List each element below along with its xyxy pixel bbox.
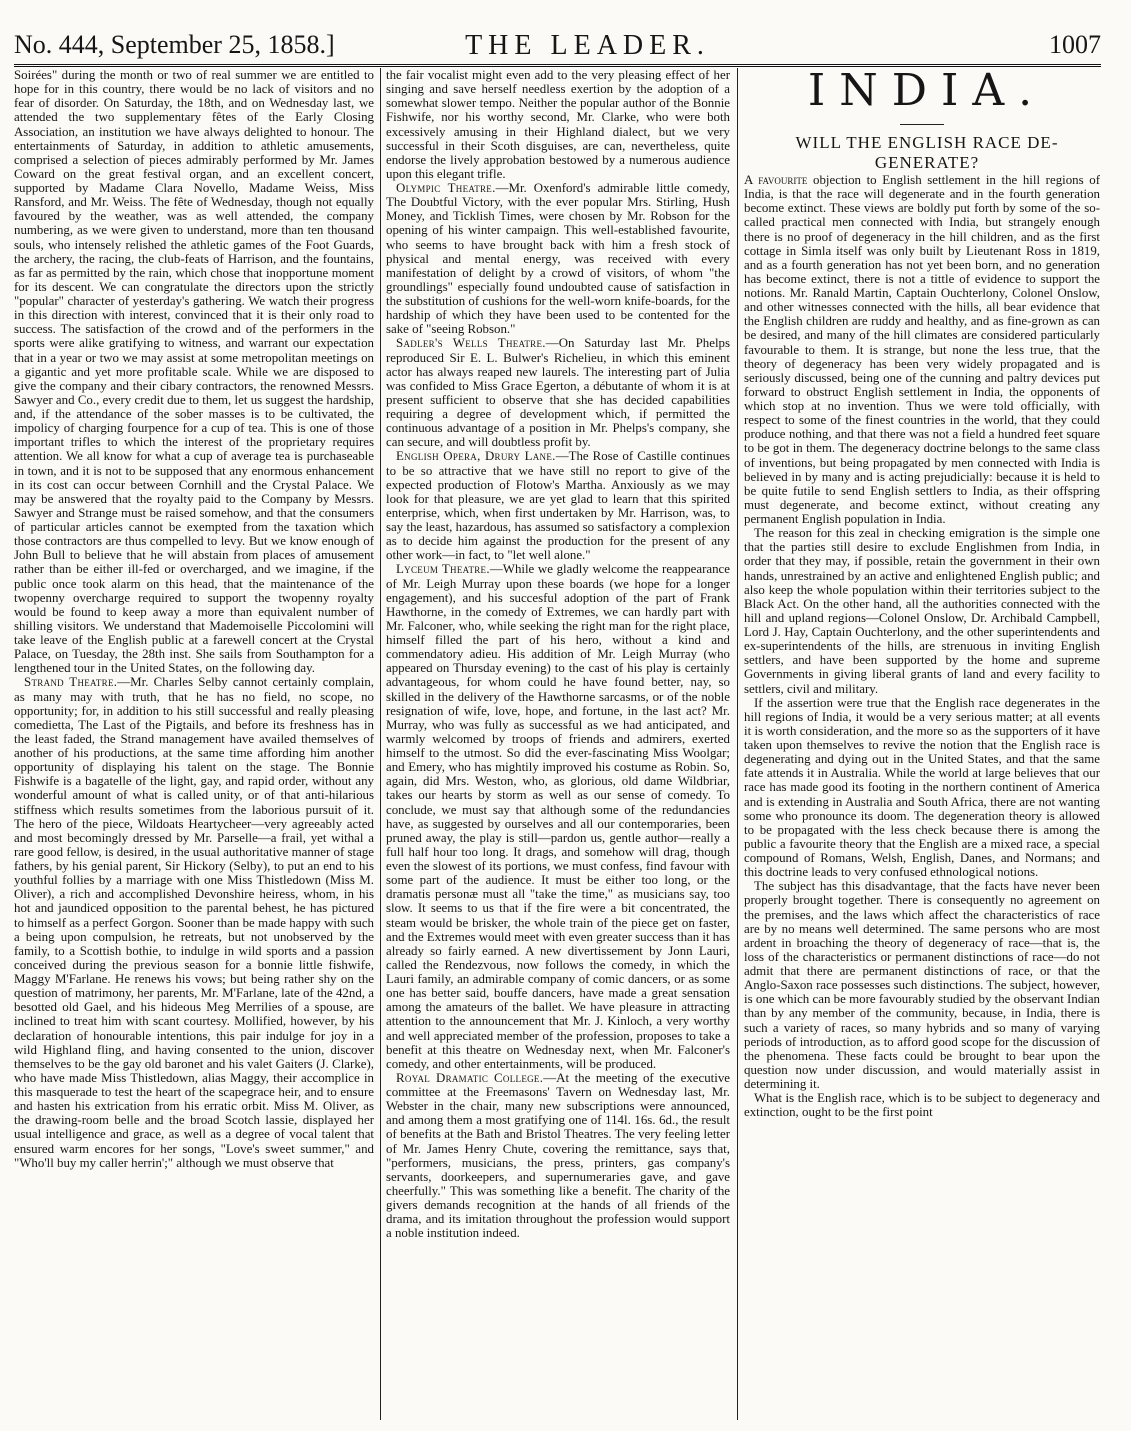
article-strand-theatre <box>14 675 374 1169</box>
strand-theatre-text: —Mr. Charles Selby cannot certainly complain, as many may with truth, that he has no field, no scope, no opportunity; for, in addition to his still successful and really pleasing comedietta, The Last of the Pigtails, and before its freshness has in the least faded, the Strand management have availed themselves of another of his productions, at the same time affording him another opportunity of displaying his talent on the stage. The Bonnie Fishwife is a bagatelle of the light, gay, and rapid order, without any wonderful amount of what is called unity, or of that anti-hilarious stiffness which results sometimes from the laborious pursuit of it. The hero of the piece, Wildoats Heartycheer—very agreeably acted and most becomingly dressed by Mr. Parselle—a frail, yet withal a rare good fellow, is desired, in the usual authoritative manner of stage fathers, by his genial parent, Sir Hickory (Selby), to put an end to his youthful follies by a marriage with one Miss Thistledown (Miss M. Oliver), a rich and accomplished Devonshire heiress, whom, in his hot and jaundiced opposition to the parental behest, he has pictured to himself as a perfect Gorgon. Sooner than be made happy with such a being upon compulsion, he retreats, but not unobserved by the family, to a Scottish bothie, to indulge in wild sports and a passion conceived during the previous season for a bonnie little fishwife, Maggy M'Farlane. He renews his vows; but being rather shy on the question of matrimony, her parents, Mr. M'Farlane, late of the 42nd, a besotted old Gael, and his hideous Meg Merrilies of a spouse, are inclined to treat him with scant courtesy. Mollified, however, by his declaration of honourable intentions, this pair indulge for joy in a wild Highland fling, and having consented to the union, discover themselves to be the gay old baronet and his valet Gaiters (J. Clarke), who have made Miss Thistledown, alias Maggy, their accomplice in this masquerade to test the heart of the scapegrace heir, and to ensure and hasten his extrication from his erratic orbit. Miss M. Oliver, as the drawing-room belle and the broad Scotch lassie, displayed her usual intelligence and grace, as well as a degree of vocal talent that ensured warm encores for her songs, "Love's sweet summer," and "Who'll buy my caller herrin';" although we must observe that <box>14 675 374 1170</box>
olympic-theatre-heading: Olympic Theatre. <box>396 181 496 195</box>
paragraph-fishwife-continued: the fair vocalist might even add to the very pleasing effect of her singing and save herself needless exertion by the adoption of a somewhat slower tempo. Neither the popular author of the Bonnie Fishwife, nor his worthy second, Mr. Clarke, who were both excessively amusing in their Highland dialect, but we very successful in their Scoth disguises, are can, nevertheless, quite endorse the lively approbation bestowed by a numerous audience upon this elegant trifle. <box>386 68 730 181</box>
lyceum-theatre-text: —While we gladly welcome the reappearance of Mr. Leigh Murray upon these boards (we hope for a longer engagement), and his succesful adoption of the part of Frank Hawthorne, in the comedy of Extremes, we can hardly part with Mr. Falconer, who, while seeking the right man for the right place, himself filled the part of his hero, without a kind and commendatory adieu. His addition of Mr. Leigh Murray (who appeared on Thursday evening) to the cast of his play is certainly advantageous, for whom could he have found better, nay, so skilled in the delivery of the Hawthorne sarcasms, or of the noble resignation of wife, love, hope, and fortune, in the last act? Mr. Murray, who was fully as successful as we had anticipated, and warmly welcomed by troops of friends and admirers, exerted himself to the utmost. So did the ever-fascinating Miss Woolgar; and Emery, who has mightily improved his costume as Robin. So, again, did Mrs. Weston, who, as glorious, old dame Wildbriar, takes our hearts by storm as well as our sense of comedy. To conclude, we must say that although some of the redundancies have, as suggested by ourselves and all our contemporaries, been pruned away, the play is still—pardon us, gentle author—really a full half hour too long. It drags, and somehow will drag, though even the slowest of its portions, we must confess, find favour with some part of the audience. It must be either too long, or the dramatis personæ must all "take the time," as musicians say, too slow. It seems to us that if the fire were a bit concentrated, the steam would be brisker, the whole train of the piece get on faster, and the Extremes would meet with even greater success than it has already so fairly earned. A new divertissement by Jonn Lauri, called the Rendezvous, now follows the comedy, in which the Lauri family, an admirable company of comic dancers, or as some one has better said, bouffe dancers, have made a great sensation among the amateurs of the ballet. We have pleasure in attracting attention to the announcement that Mr. J. Kinloch, a very worthy and well appreciated member of the profession, proposes to take a benefit at this theatre on Wednesday next, when Mr. Falconer's comedy, and other entertainments, will be produced. <box>386 562 730 1071</box>
column-2 <box>386 68 730 1420</box>
strand-theatre-heading: Strand Theatre. <box>24 675 118 690</box>
india-paragraph-2: The reason for this zeal in checking emigration is the simple one that the parties still desire to exclude Englishmen from India, in order that they may, if possible, retain the government in their own hands, unrestrained by an active and enlightened English public; and also keep the whole population within their territories subject to the Black Act. On the other hand, all the authorities connected with the hill and upland regions—Colonel Onslow, Dr. Archibald Campbell, Lord J. Hay, Captain Ouchterlony, and the other superintendents and ex-superintendents of the hills, are strenuous in inviting English settlers, and have been supported by the home and supreme Governments in giving liberal grants of land and every facility to settlers, civil and military. <box>744 526 1100 696</box>
english-opera-text: —The Rose of Castille continues to be so attractive that we have still no report to give of the expected production of Flotow's Martha. Anxiously as we may look for that pleasure, we are yet glad to learn that this spirited enterprise, which, when first undertaken by Mr. Harrison, was, to say the least, hazardous, has assumed so satisfactory a complexion as to decide him against the production for the present of any other work—in fact, to "let well alone." <box>386 449 730 563</box>
article-title-line-1: WILL THE ENGLISH RACE DE- <box>795 133 1059 152</box>
lyceum-theatre-heading: Lyceum Theatre. <box>396 562 490 577</box>
column-1 <box>14 68 374 1420</box>
column-divider <box>380 68 381 1420</box>
article-sadlers-wells <box>386 336 730 449</box>
olympic-theatre-text: —Mr. Oxenford's admirable little comedy, The Doubtful Victory, with the ever popular Mrs. Stirling, Hush Money, and Ticklish Times, were chosen by Mr. Robson for the opening of his winter campaign. This well-established favourite, who seems to have brought back with him a fresh stock of physical and mental energy, was received with every manifestation of delight by a crowd of visitors, of whom "the groundlings" especially found undoubted cause of satisfaction in the substitution of cushions for the well-worn knife-boards, for the hardship of which they have been used to be contented for the sake of "seeing Robson." <box>386 181 730 337</box>
india-paragraph-1 <box>744 173 1100 526</box>
column-divider <box>737 68 738 1420</box>
sadlers-wells-heading: Sadler's Wells Theatre. <box>396 336 546 351</box>
paragraph-early-closing: Soirées" during the month or two of real summer we are entitled to hope for in this country, there would be no lack of visitors and no fear of disorder. On Saturday, the 18th, and on Wednesday last, we attended the two supplementary fêtes of the Early Closing Association, an institution we have always delighted to honour. The entertainments of Saturday, in addition to athletic amusements, comprised a selection of pieces admirably performed by Mr. James Coward on the great festival organ, and an excellent concert, supported by Madame Clara Novello, Madame Weiss, Miss Ransford, and Mr. Weiss. The fête of Wednesday, though not equally favoured by the weather, was as well attended, the company numbering, as we were given to understand, more than ten thousand souls, who intensely relished the athletic games of the Foot Guards, the archery, the racing, the club-feats of Harrison, and the fountains, as far as permitted by the rain, which chose that inopportune moment for its descent. We can congratulate the directors upon the strictly "popular" character of yesterday's gathering. We watch their progress in this direction with interest, convinced that it is their only road to success. The satisfaction of the crowd and of the performers in the sports were alike gratifying to witness, and warrant our expectation that in a year or two we may assist at some metropolitan meetings on a gigantic and yet more profitable scale. While we are disposed to give the company and their cibary contractors, the renowned Messrs. Sawyer and Co., every credit due to them, let us suggest the hardship, and, if the attendance of the sober masses is to be cultivated, the impolicy of charging fourpence for a cup of tea. This is one of those important trifles to which the interest of the proprietary requires attention. We all know for what a cup of average tea is purchaseable in town, and it is not to be supposed that any enormous enhancement in its cost can occur between Cornhill and the Crystal Palace. We may be answered that the royalty paid to the Company by Messrs. Sawyer and Strange must be raised somehow, and that the consumers of particular articles cannot be exempted from the taxation which those contractors are thus compelled to levy. But we know enough of John Bull to believe that he will abstain from places of amusement rather than be either ill-fed or overcharged, and we imagine, if the public once took alarm on this head, that the maintenance of the twopenny overcharge required to support the twopenny royalty would be found to keep away a more than equivalent number of shilling visitors. We understand that Mademoiselle Piccolomini will take leave of the English public at a farewell concert at the Crystal Palace, on Tuesday, the 28th inst. She sails from Southampton for a lengthened tour in the United States, on the following day. <box>14 68 374 676</box>
royal-dramatic-college-text: —At the meeting of the executive committee at the Freemasons' Tavern on Wednesday last, Mr. Webster in the chair, many new subscriptions were announced, and among them a most gratifying one of 114l. 16s. 6d., the result of benefits at the Bath and Bristol Theatres. The very feeling letter of Mr. James Henry Chute, covering the remittance, says that, "performers, musicians, the press, printers, gas company's servants, doorkeepers, and supernumeraries gave, and gave cheerfully." This was something like a benefit. The charity of the givers demands recognition at the hands of all friends of the drama, and its imitation throughout the profession would support a noble institution indeed. <box>386 1070 730 1241</box>
title-rule <box>900 124 944 125</box>
india-paragraph-3: If the assertion were true that the English race degenerates in the hill regions of India, it would be a very serious matter; at all events it is worth consideration, and the more so as the supporters of it have taken upon themselves to revive the notion that the English race is degenerating and dying out in the United States, and that the same fate attends it in Australia. While the world at large believes that our race has made good its footing in the northern continent of America and is extending in Australia and South Africa, there are not wanting some who pronounce its doom. The degeneration theory is allowed to be propagated with the less check because there is among the public a favourite theory that the English are a mixed race, a special compound of Romans, Welsh, English, Danes, and Normans; and this doctrine leads to very confused ethnological notions. <box>744 695 1100 880</box>
article-lyceum-theatre <box>386 562 730 1071</box>
article-title-line-2: GENERATE? <box>874 153 980 172</box>
india-paragraph-4: The subject has this disadvantage, that the facts have never been properly brought together. There is consequently no agreement on the premises, and the laws which affect the characteristics of race are by no means well determined. The same persons who are most ardent in broaching the theory of degeneracy of race—that is, the loss of the characteristics or permanent distinctions of race—do not admit that there are permanent distinctions of race, or that the Anglo-Saxon race possesses such distinctions. The subject, however, is one which can be more favourably studied by the observant Indian than by any member of the community, because, in India, there is such a variety of races, so many hybrids and so many of varying periods of introduction, as to afford good scope for the discussion of the phenomena. These facts could be brought to bear upon the question now under discussion, and would materially assist in determining it. <box>744 879 1100 1091</box>
article-royal-dramatic-college <box>386 1071 730 1241</box>
section-title-india: INDIA. <box>807 68 1047 116</box>
newspaper-title: THE LEADER. <box>465 30 710 61</box>
article-olympic-theatre <box>386 181 730 336</box>
lead-word: A favourite <box>744 173 808 187</box>
sadlers-wells-text: —On Saturday last Mr. Phelps reproduced Sir E. L. Bulwer's Richelieu, in which this eminent actor has always reaped new laurels. The interesting part of Julia was confided to Miss Grace Egerton, a débutante of whom it is at present sufficient to observe that she has decided capabilities requiring a degree of development which, if permitted the continuous advantage of a position in Mr. Phelps's company, she can secure, and will doubtless profit by. <box>386 336 730 450</box>
india-paragraph-1-text: objection to English settlement in the hill regions of India, is that the race will degenerate and in the fourth generation become extinct. These views are boldly put forth by some of the so-called practical men connected with India, but strangely enough there is no proof of degeneracy in the hill children, and as the first cottage in Simla itself was only built by Lieutenant Ross in 1819, and as a fourth generation has not yet been born, and no generation has become extinct, there is not a tittle of evidence to support the notions. Mr. Ranald Martin, Captain Ouchterlony, Colonel Onslow, and other witnesses connected with the hills, all bear evidence that the English children are ruddy and healthy, and as fine-grown as can be desired, and many of the hill climates are considered particularly favourable to them. It is strange, but none the less true, that the theory of degeneracy has been very widely propagated and is seriously discussed, being one of the cunning and paltry devices put forward to obstruct English settlement in India, the opponents of which stop at no invention. Thus we were told officially, with respect to some of the finest countries in the world, that they could produce nothing, and that there was not a field a hundred feet square to be got in them. The degeneracy doctrine belongs to the same class of inventions, but being propagated by men connected with India is believed in by many and is acting prejudicially: because it is held to be quite futile to send English settlers to India, as their offspring must degenerate, and become extinct, without creating any permanent English population in India. <box>744 173 1100 526</box>
royal-dramatic-college-heading: Royal Dramatic College. <box>396 1070 544 1085</box>
english-opera-heading: English Opera, Drury Lane. <box>396 449 556 464</box>
issue-date: No. 444, September 25, 1858.] <box>14 30 335 59</box>
article-english-opera <box>386 449 730 562</box>
column-3 <box>744 68 1100 1420</box>
india-paragraph-5: What is the English race, which is to be subject to degeneracy and extinction, ought to be the first point <box>744 1091 1100 1120</box>
masthead <box>14 24 1101 67</box>
page-number: 1007 <box>1049 30 1101 59</box>
